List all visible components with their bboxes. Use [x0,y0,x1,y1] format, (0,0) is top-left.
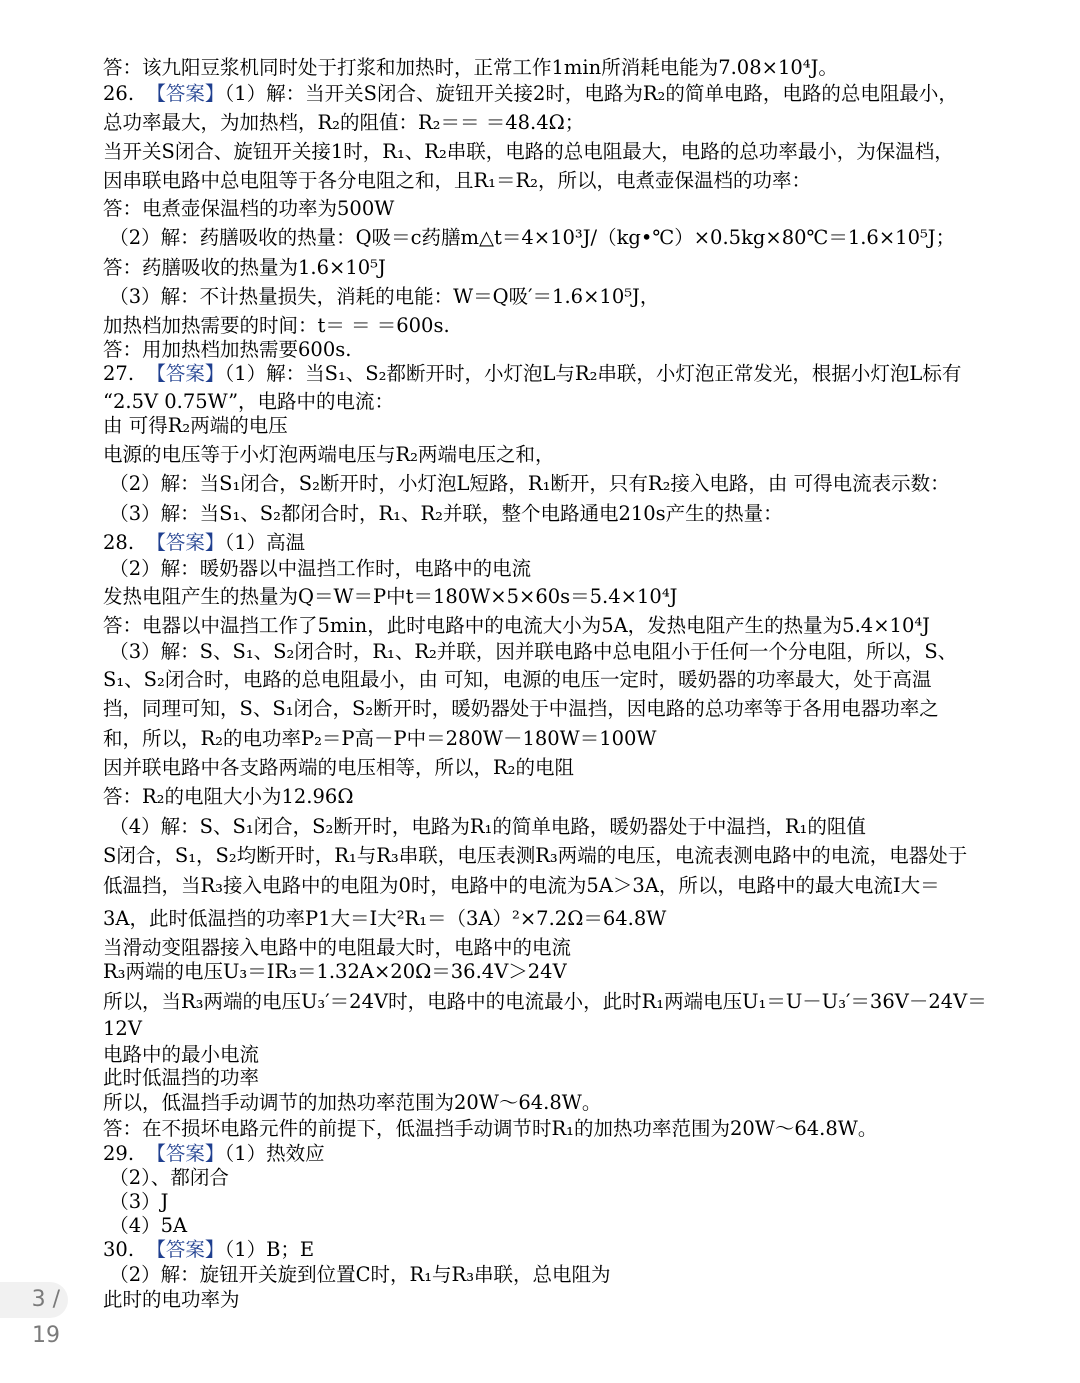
text-line [103,226,984,250]
line-text: 答：R₂的电阻大小为12.96Ω [103,785,354,808]
text-line [103,907,984,931]
answer-tag: 【答案】 [146,82,225,105]
text-line [103,1288,984,1312]
line-text: （3）J [103,1190,169,1213]
line-text: 答：电器以中温挡工作了5min，此时电路中的电流大小为5A，发热电阻产生的热量为5.4×10⁴J [103,614,930,637]
line-text: 此时的电功率为 [103,1288,240,1311]
line-text: 加热档加热需要的时间：t＝ ＝ ＝600s. [103,314,450,337]
page-indicator: 3 / 19 [0,1282,68,1318]
line-text: （1）热效应 [224,1142,325,1165]
line-text: （3）解：不计热量损失，消耗的电能：W＝Q吸′＝1.6×10⁵J， [103,285,660,308]
text-line [103,314,984,338]
line-text: S₁、S₂闭合时，电路的总电阻最小，由 可知，电源的电压一定时，暖奶器的功率最大，处于高温 [103,668,932,691]
line-text: R₃两端的电压U₃＝IR₃＝1.32A×20Ω＝36.4V＞24V [103,960,567,983]
text-line [103,472,984,496]
text-line [103,756,984,780]
line-text: （1）B；E [224,1238,315,1261]
line-text: 挡，同理可知，S、S₁闭合，S₂断开时，暖奶器处于中温挡，因电路的总功率等于各用电器功率之 [103,697,939,720]
line-text: （3）解：当S₁、S₂都闭合时，R₁、R₂并联，整个电路通电210s产生的热量： [103,502,783,525]
line-text: 29. [103,1142,147,1165]
text-line [103,140,984,164]
answer-tag: 【答案】 [146,362,225,385]
text-line [103,1263,984,1287]
text-line [103,338,984,362]
text-line [103,1017,984,1041]
line-text: 所以，当R₃两端的电压U₃′＝24V时，电路中的电流最小，此时R₁两端电压U₁＝U－U₃′＝36V－24V＝ [103,990,987,1013]
text-line [103,936,984,960]
line-text: （1）高温 [224,531,306,554]
answer-tag: 【答案】 [146,1142,225,1165]
text-line [103,557,984,581]
text-line [103,874,984,898]
line-text: S闭合，S₁，S₂均断开时，R₁与R₃串联，电压表测R₃两端的电压，电流表测电路中的电流，电器处于 [103,844,968,867]
line-text: 答：该九阳豆浆机同时处于打浆和加热时，正常工作1min所消耗电能为7.08×10⁴J。 [103,56,838,79]
line-text: 30. [103,1238,147,1261]
text-line [103,960,984,984]
line-text: 当开关S闭合、旋钮开关接1时，R₁、R₂串联，电路的总电阻最大，电路的总功率最小，为保温档， [103,140,954,163]
text-line [103,1043,984,1067]
text-line [103,697,984,721]
line-text: （2）解：当S₁闭合，S₂断开时，小灯泡L短路，R₁断开，只有R₂接入电路，由 可得电流表示数： [103,472,950,495]
line-text: （4）5A [103,1214,188,1237]
text-line [103,111,984,135]
text-line [103,614,984,638]
line-text: 因串联电路中总电阻等于各分电阻之和，且R₁＝R₂，所以，电煮壶保温档的功率： [103,169,811,192]
line-text: 26. [103,82,147,105]
line-text: 答：电煮壶保温档的功率为500W [103,197,395,220]
line-text: “2.5V 0.75W”，电路中的电流： [103,390,395,413]
text-line [103,1117,984,1141]
line-text: 电源的电压等于小灯泡两端电压与R₂两端电压之和， [103,443,555,466]
line-text: 答：药膳吸收的热量为1.6×10⁵J [103,256,386,279]
text-line [103,785,984,809]
text-line [103,502,984,526]
line-text: 当滑动变阻器接入电路中的电阻最大时，电路中的电流 [103,936,572,959]
line-text: （1）解：当开关S闭合、旋钮开关接2时，电路为R₂的简单电路，电路的总电阻最小， [224,82,958,105]
text-line [103,531,984,555]
line-text: 和，所以，R₂的电功率P₂＝P高－P中＝280W－180W＝100W [103,727,657,750]
text-line [103,197,984,221]
answer-tag: 【答案】 [146,531,225,554]
line-text: 总功率最大，为加热档，R₂的阻值：R₂＝＝ ＝48.4Ω； [103,111,585,134]
line-text: （2）解：药膳吸收的热量：Q吸＝c药膳m△t＝4×10³J/（kg•℃）×0.5kg×80℃＝1.6×10⁵J； [103,226,956,249]
text-line [103,668,984,692]
text-line [103,443,984,467]
text-line [103,1238,984,1262]
line-text: 因并联电路中各支路两端的电压相等，所以，R₂的电阻 [103,756,574,779]
line-text: （2）解：暖奶器以中温挡工作时，电路中的电流 [103,557,532,580]
line-text: 28. [103,531,147,554]
line-text: 电路中的最小电流 [103,1043,260,1066]
answer-tag: 【答案】 [146,1238,225,1261]
line-text: 由 可得R₂两端的电压 [103,414,288,437]
text-line [103,1190,984,1214]
text-line [103,1142,984,1166]
text-line [103,169,984,193]
text-line [103,414,984,438]
text-line [103,640,984,664]
text-line [103,390,984,414]
line-text: 答：在不损坏电路元件的前提下，低温挡手动调节时R₁的加热功率范围为20W～64.8W。 [103,1117,878,1140]
text-line [103,82,984,106]
line-text: 答：用加热档加热需要600s. [103,338,352,361]
line-text: （2）解：旋钮开关旋到位置C时，R₁与R₃串联，总电阻为 [103,1263,611,1286]
text-line [103,815,984,839]
line-text: 低温挡，当R₃接入电路中的电阻为0时，电路中的电流为5A＞3A，所以，电路中的最大电流I大＝ [103,874,940,897]
text-line [103,585,984,609]
text-line [103,1166,984,1190]
text-line [103,56,984,80]
text-line [103,844,984,868]
text-line [103,362,984,386]
line-text: 所以，低温挡手动调节的加热功率范围为20W～64.8W。 [103,1091,602,1114]
text-line [103,256,984,280]
line-text: 12V [103,1017,142,1040]
line-text: 27. [103,362,147,385]
text-line [103,727,984,751]
line-text: 发热电阻产生的热量为Q＝W＝P中t＝180W×5×60s＝5.4×10⁴J [103,585,678,608]
text-line [103,1066,984,1090]
text-line [103,1214,984,1238]
line-text: （2）、都闭合 [103,1166,229,1189]
line-text: 3A，此时低温挡的功率P1大＝I大²R₁＝（3A）²×7.2Ω＝64.8W [103,907,667,930]
line-text: （3）解：S、S₁、S₂闭合时，R₁、R₂并联，因并联电路中总电阻小于任何一个分电阻，所以，S、 [103,640,958,663]
line-text: （1）解：当S₁、S₂都断开时，小灯泡L与R₂串联，小灯泡正常发光，根据小灯泡L标有 [224,362,962,385]
line-text: （4）解：S、S₁闭合，S₂断开时，电路为R₁的简单电路，暖奶器处于中温挡，R₁的阻值 [103,815,866,838]
text-line [103,1091,984,1115]
line-text: 此时低温挡的功率 [103,1066,260,1089]
text-line [103,990,987,1014]
text-line [103,285,984,309]
